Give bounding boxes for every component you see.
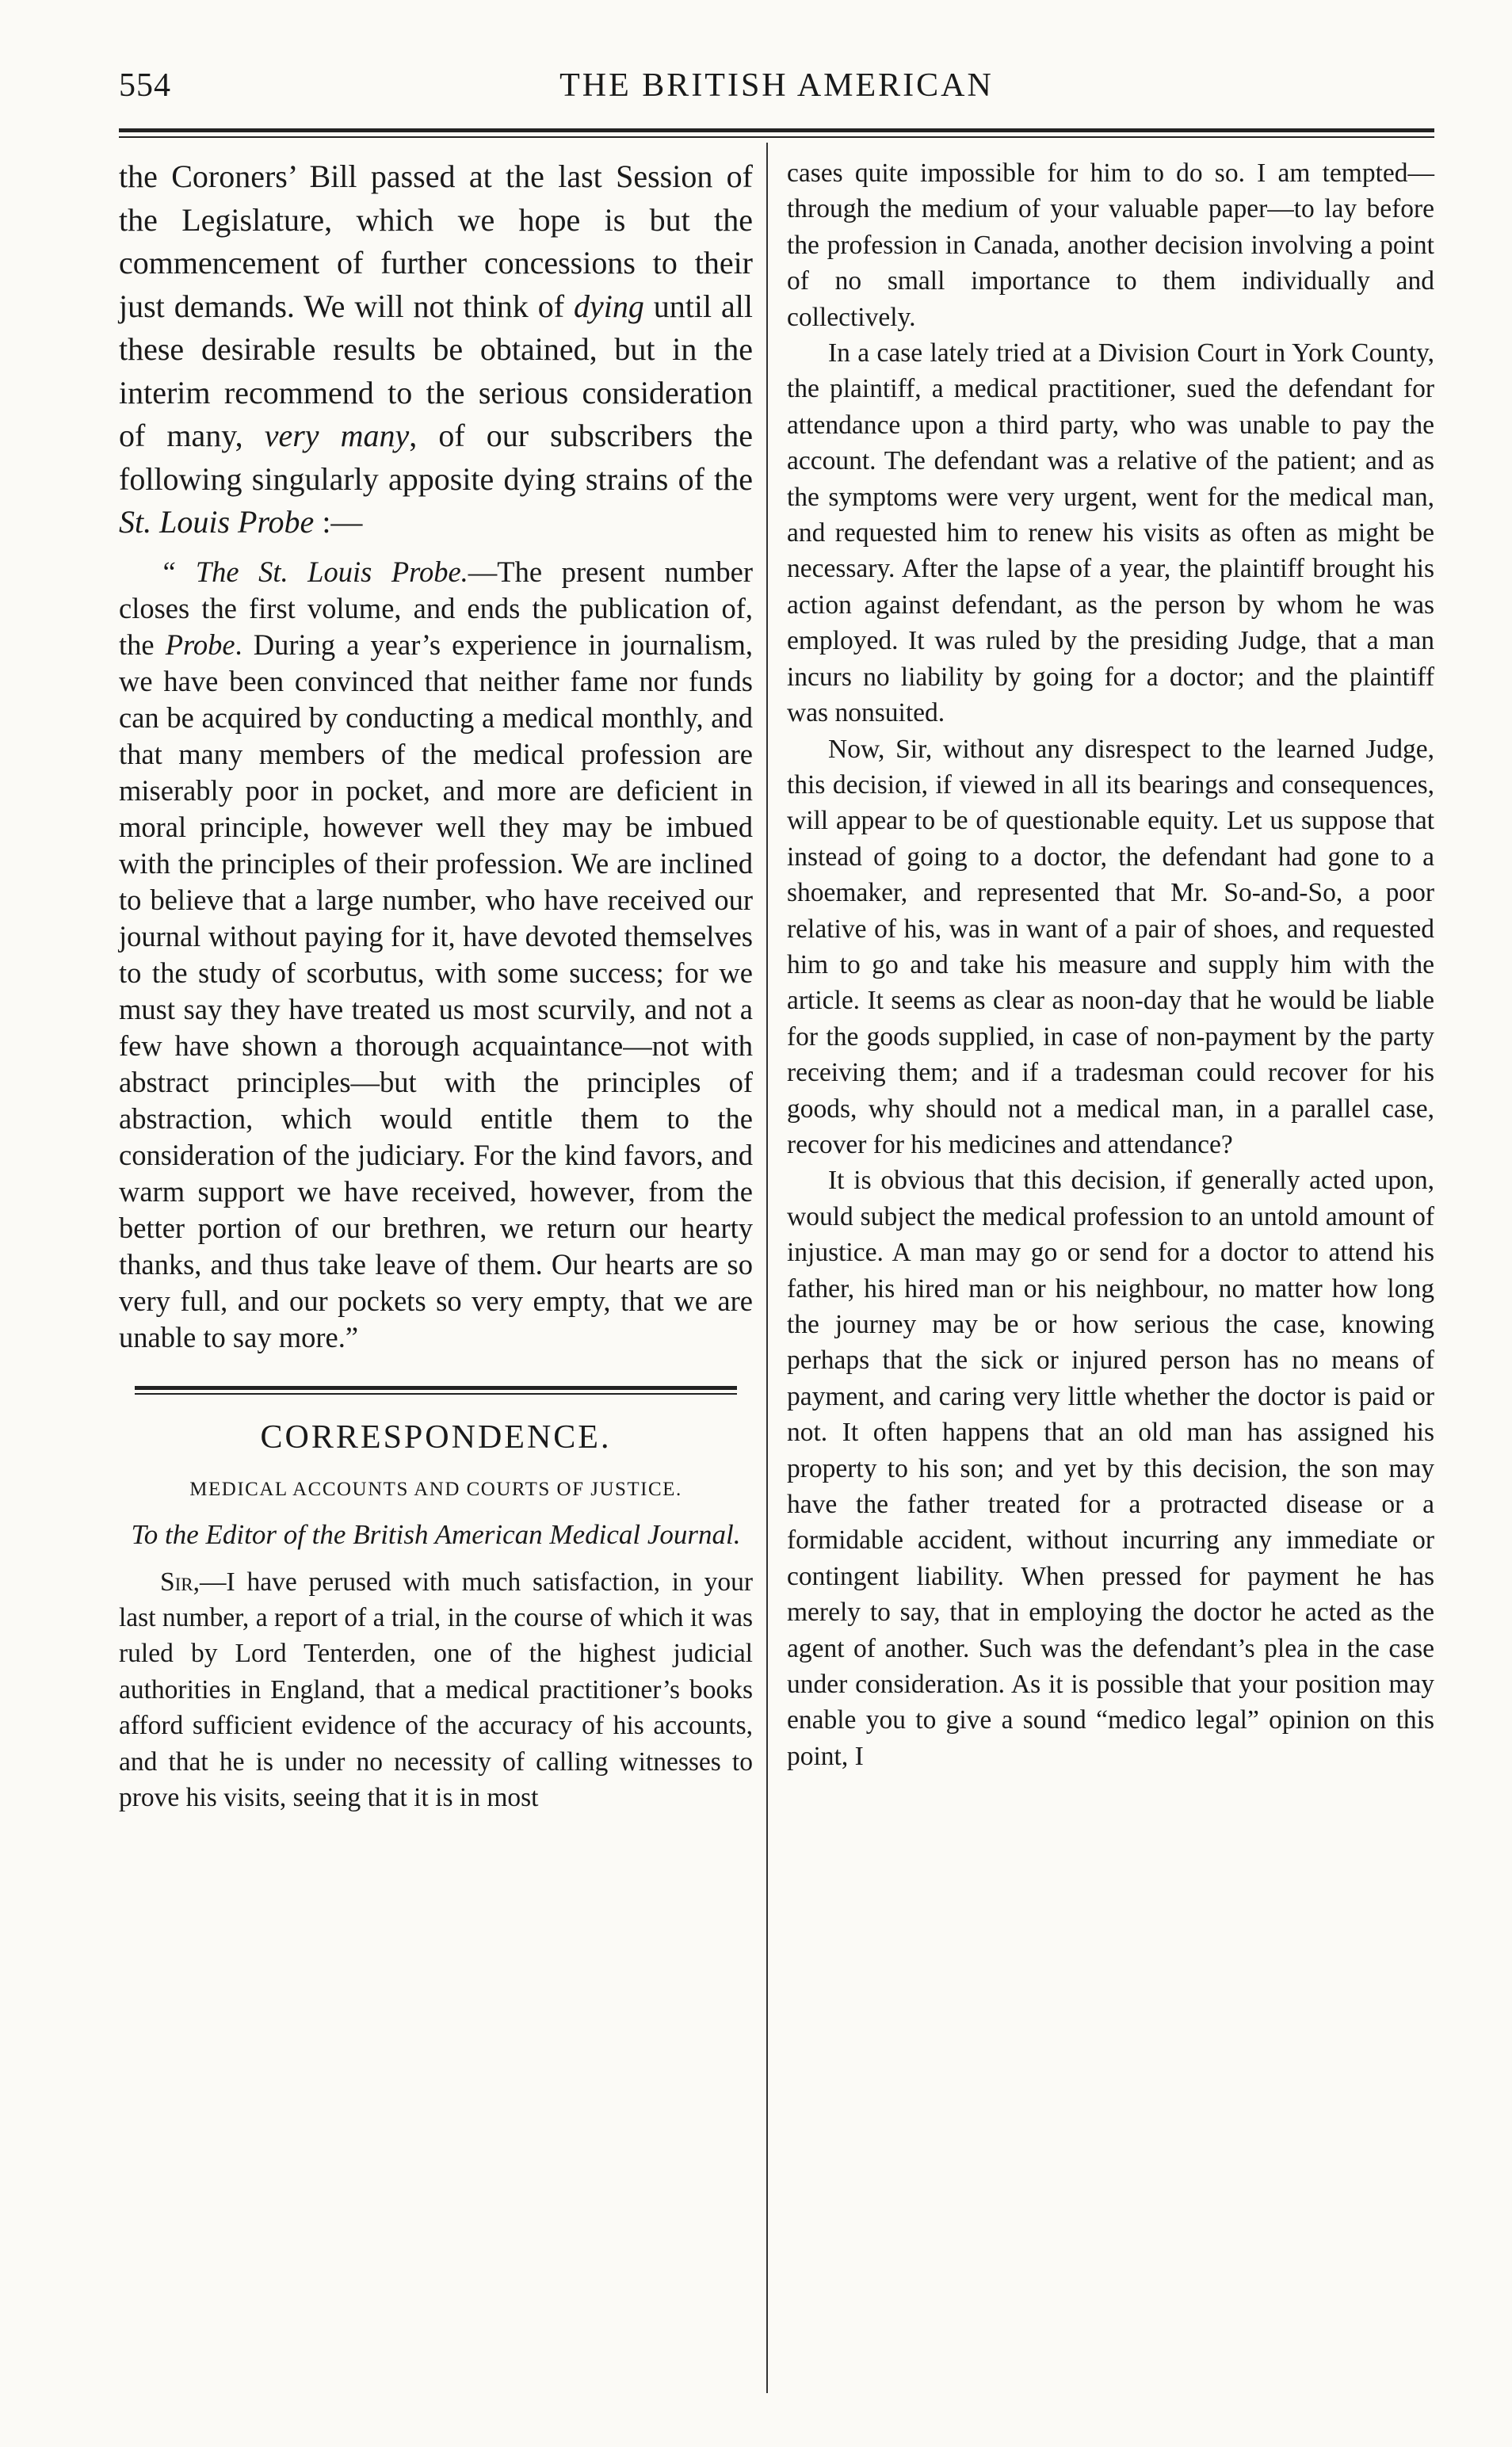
letter-paragraph: In a case lately tried at a Division Court in York County, the plaintiff, a medical practitioner, sued the defendant for attendance upon a third party, who was unable to pay the account. The defendant was a relative of the patient; and as the symptoms were very urgent, went for the medical man, and requested him to renew his visits as often as might be necessary. After the lapse of a year, the plaintiff brought his action against defendant, as the person by whom he was employed. It was ruled by the presiding Judge, that a man incurs no liability by going for a doctor; and the plaintiff was nonsuited. [787, 338, 1434, 728]
italic-run: very many [264, 418, 410, 453]
italic-run: St. Louis Probe [119, 504, 315, 540]
editorial-paragraph [119, 155, 753, 544]
quote-lead: “ The St. Louis Probe. [160, 555, 468, 588]
running-head: THE BRITISH AMERICAN [559, 67, 994, 104]
text-run: , of our subscribers the following singularly apposite dying strains of the [119, 418, 754, 497]
text-run: the Coroners’ Bill passed at the last Session of the Legislature, which we hope is but the commencement of further concessions to their just demands. We will not think of [119, 158, 753, 324]
letter-addressee: To the Editor of the British American Medical Journal. [131, 1518, 741, 1550]
section-rule-thick [135, 1386, 737, 1390]
text-run: —The present number closes the first volume, and ends the publication of, the [119, 555, 753, 661]
section-subheading: MEDICAL ACCOUNTS AND COURTS OF JUSTICE. [189, 1478, 682, 1500]
right-column [787, 155, 1434, 1774]
page-number: 554 [119, 67, 171, 104]
text-run: :— [314, 504, 363, 540]
left-column [119, 155, 753, 1815]
letter-paragraph [119, 1564, 753, 1816]
section-rule-thin [135, 1393, 737, 1395]
italic-run: dying [573, 288, 644, 324]
probe-quotation [119, 554, 753, 1356]
text-run: . During a year’s experience in journalism, we have been convinced that neither fame nor funds can be acquired by conducting a medical monthly, and that many members of the medical profession are miserably poor in pocket, and more are deficient in moral principle, however well they may be imbued with the principles of their profession. We are inclined to believe that a large number, who have received our journal without paying for it, have devoted themselves to the study of scorbutus, with some success; for we must say they have treated us most scurvily, and not a few have shown a thorough acquaintance—not with abstract principles—but with the principles of abstraction, which would entitle them to the consideration of the judiciary. For the kind favors, and warm support we have received, however, from the better portion of our brethren, we return our hearty thanks, and thus take leave of them. Our hearts are so very full, and our pockets so very empty, that we are unable to say more.” [119, 628, 753, 1353]
letter-paragraph: cases quite impossible for him to do so. I am tempted—through the medium of your valuable paper—to lay before the profession in Canada, another decision involving a point of no small importance to them individually and collectively. [787, 158, 1434, 332]
salutation: Sir, [160, 1567, 200, 1597]
header-rule-thin [119, 136, 1434, 138]
text-run: until all these desirable results be obtained, but in the interim recommend to the serious consideration of many, [119, 288, 754, 453]
header-rule-thick [119, 128, 1434, 132]
letter-paragraph: Now, Sir, without any disrespect to the learned Judge, this decision, if viewed in all its bearings and consequences, will appear to be of questionable equity. Let us suppose that instead of going to a doctor, the defendant had gone to a shoemaker, and represented that Mr. So-and-So, a poor relative of his, was in want of a pair of shoes, and requested him to go and take his measure and supply him with the article. It seems as clear as noon-day that he would be liable for the goods supplied, in case of non-payment by the party receiving them; and if a tradesman could recover for his goods, why should not a medical man, in a parallel case, recover for his medicines and attendance? [787, 734, 1434, 1159]
italic-run: Probe [165, 628, 235, 661]
page-header [119, 67, 1434, 122]
section-heading: CORRESPONDENCE. [260, 1418, 612, 1456]
text-run: —I have perused with much satisfaction, in your last number, a report of a trial, in the course of which it was ruled by Lord Tenterden, one of the highest judicial authorities in England, that a medical practitioner’s books afford sufficient evidence of the accuracy of his accounts, and that he is under no necessity of calling witnesses to prove his visits, seeing that it is in most [119, 1567, 753, 1812]
column-divider [766, 143, 768, 2393]
letter-paragraph: It is obvious that this decision, if generally acted upon, would subject the medical profession to an untold amount of injustice. A man may go or send for a doctor to attend his father, his hired man or his neighbour, no matter how long the journey may be or how serious the case, knowing perhaps that the sick or injured person has no means of payment, and caring very little whether the doctor is paid or not. It often happens that an old man has assigned his property to his son; and yet by this decision, the son may have the father treated for a protracted disease or a formidable accident, without incurring any immediate or contingent liability. When pressed for payment he has merely to say, that in employing the doctor he acted as the agent of another. Such was the defendant’s plea in the case under consideration. As it is possible that your position may enable you to give a sound “medico legal” opinion on this point, I [787, 1166, 1434, 1771]
